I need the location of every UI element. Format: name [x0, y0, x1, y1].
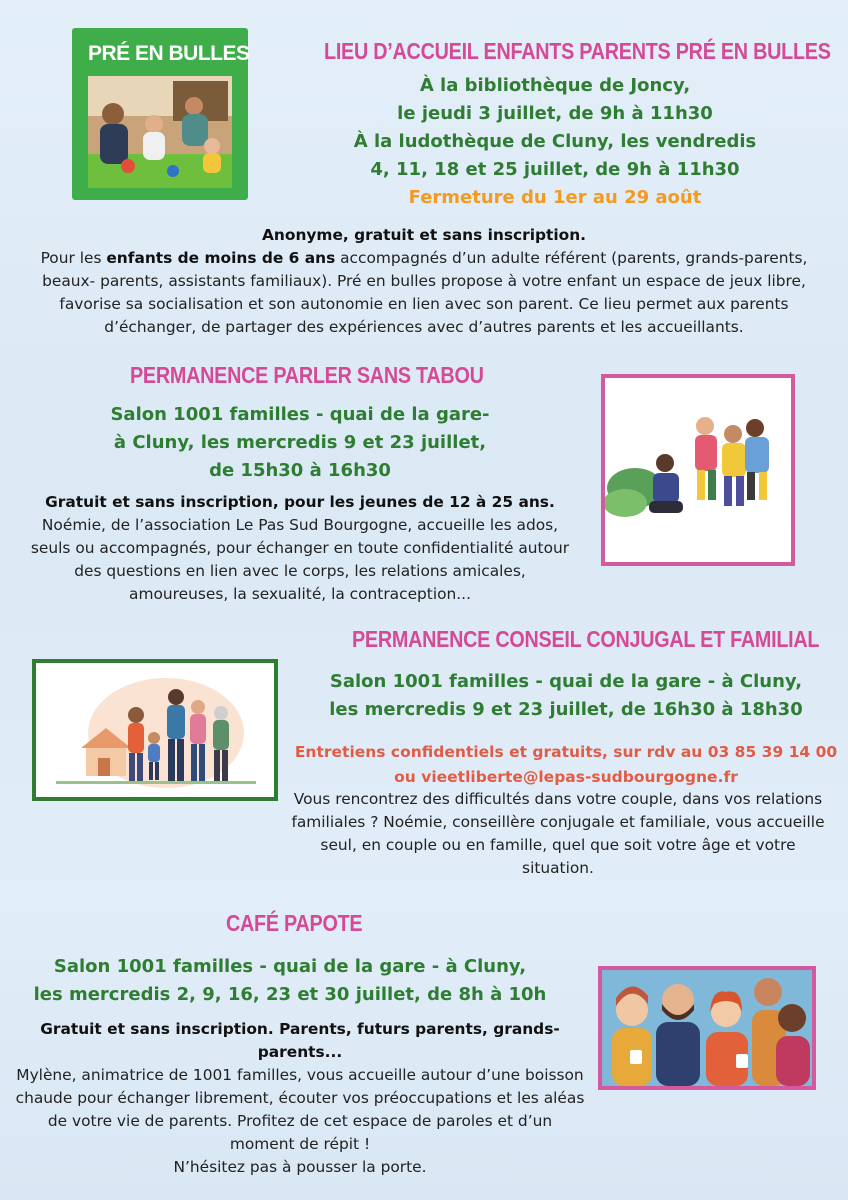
cafe-papote-title: CAFÉ PAPOTE — [226, 910, 363, 936]
info-line: les mercredis 2, 9, 16, 23 et 30 juillet, de 8h à 10h — [33, 984, 547, 1005]
contact-email[interactable]: ou vieetliberte@lepas-sudbourgogne.fr — [394, 768, 738, 786]
pre-en-bulles-title: LIEU D’ACCUEIL ENFANTS PARENTS PRÉ EN BULLES — [324, 38, 831, 64]
contact-phone: Entretiens confidentiels et gratuits, sur rdv au 03 85 39 14 00 — [294, 743, 838, 761]
closure-notice: Fermeture du 1er au 29 août — [408, 187, 702, 208]
body-text: Vous rencontrez des difficultés dans votre couple, dans vos relations familiales ? Noémie, conseillère conjugale et familiale, vous accueille seul, en couple ou en famille, quel que soit votre âge et votre situation. — [291, 790, 825, 877]
conseil-conjugal-description — [284, 788, 832, 880]
info-line: à Cluny, les mercredis 9 et 23 juillet, — [113, 432, 487, 453]
body-post: accompagnés d’un adulte référent (parents, grands-parents, beaux- parents, assistants familiaux). Pré en bulles propose à votre enfant un espace de jeux libre, favorise sa socialisation et son autonomie en lien avec son parent. Ce lieu permet aux parents d’échanger, de partager des expériences avec d’autres parents et les accueillants. — [42, 249, 808, 336]
intro-bold: Anonyme, gratuit et sans inscription. — [262, 226, 586, 244]
parler-sans-tabou-info — [40, 401, 560, 485]
body-text: Mylène, animatrice de 1001 familles, vous accueille autour d’une boisson chaude pour échanger librement, écouter vos préoccupations et les aléas de votre vie de parents. Profitez de cet espace de paroles et d’un moment de répit ! — [15, 1066, 585, 1153]
body-text: Noémie, de l’association Le Pas Sud Bourgogne, accueille les ados, seuls ou accompagnés, pour échanger en toute confidentialité autour des questions en lien avec le corps, les relations amicales, amoureuses, la sexualité, la contraception... — [30, 516, 570, 603]
pre-en-bulles-logo — [72, 28, 248, 200]
parler-sans-tabou-title: PERMANENCE PARLER SANS TABOU — [130, 362, 484, 388]
info-line: de 15h30 à 16h30 — [209, 460, 391, 481]
teens-group-image — [605, 378, 791, 562]
info-line: le jeudi 3 juillet, de 9h à 11h30 — [397, 103, 713, 124]
info-line: Salon 1001 familles - quai de la gare - à Cluny, — [53, 956, 527, 977]
conseil-conjugal-contact — [286, 740, 846, 790]
pre-en-bulles-logo-text: PRÉ EN BULLES — [88, 42, 250, 65]
intro-bold: Gratuit et sans inscription. Parents, futurs parents, grands-parents... — [40, 1020, 560, 1061]
conseil-conjugal-info — [296, 668, 836, 724]
people-illustration — [598, 966, 816, 1090]
info-line: Salon 1001 familles - quai de la gare - à Cluny, — [329, 671, 803, 692]
family-illustration — [32, 659, 278, 801]
info-line: À la ludothèque de Cluny, les vendredis — [353, 131, 757, 152]
pre-en-bulles-description — [18, 224, 830, 339]
teens-illustration — [601, 374, 795, 566]
info-line: les mercredis 9 et 23 juillet, de 16h30 à 18h30 — [329, 699, 803, 720]
info-line: 4, 11, 18 et 25 juillet, de 9h à 11h30 — [370, 159, 740, 180]
people-image — [602, 970, 812, 1086]
intro-bold: Gratuit et sans inscription, pour les jeunes de 12 à 25 ans. — [45, 493, 555, 511]
info-line: Salon 1001 familles - quai de la gare- — [110, 404, 490, 425]
pre-en-bulles-info — [290, 72, 820, 212]
cafe-papote-info — [20, 953, 560, 1009]
pre-en-bulles-photo — [88, 76, 232, 188]
family-image — [36, 663, 274, 797]
closing-text: N’hésitez pas à pousser la porte. — [173, 1158, 427, 1176]
conseil-conjugal-title: PERMANENCE CONSEIL CONJUGAL ET FAMILIAL — [352, 626, 820, 652]
info-line: À la bibliothèque de Joncy, — [419, 75, 691, 96]
body-bold: enfants de moins de 6 ans — [106, 249, 336, 267]
body-pre: Pour les — [40, 249, 107, 267]
cafe-papote-description — [14, 1018, 586, 1179]
parler-sans-tabou-description — [30, 491, 570, 606]
